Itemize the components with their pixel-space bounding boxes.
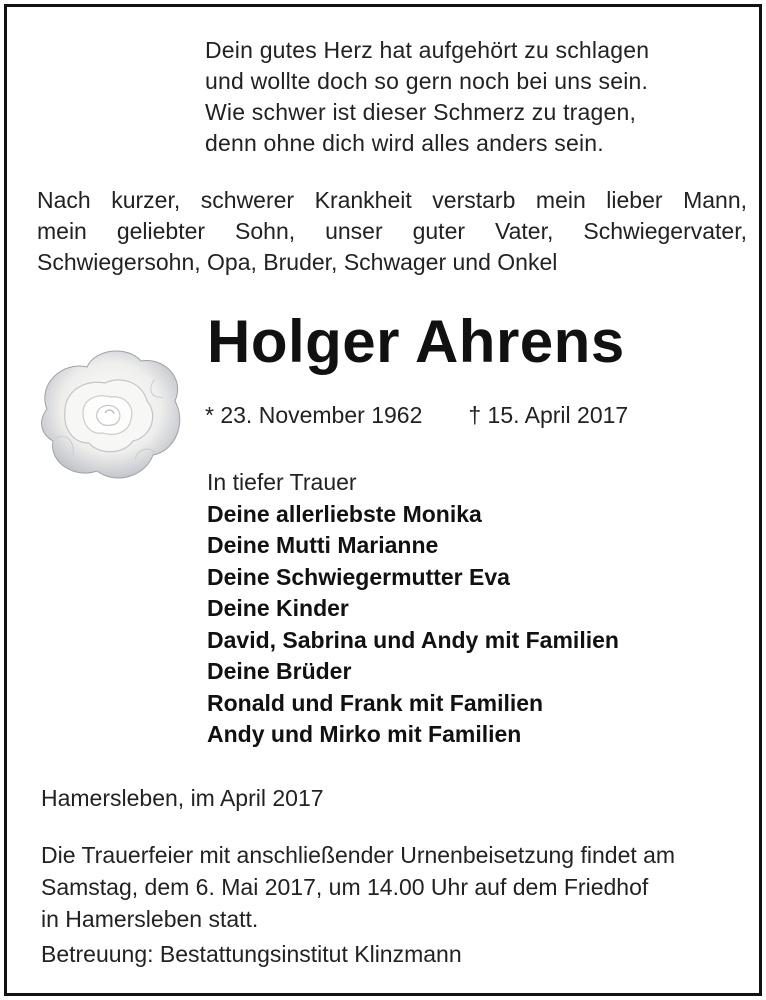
- funeral-home: Betreuung: Bestattungsinstitut Klinzmann: [41, 941, 462, 967]
- deceased-name: Holger Ahrens: [207, 308, 625, 375]
- mourner-name: Ronald und Frank mit Familien: [207, 689, 544, 716]
- mourner-name: Deine Kinder: [207, 595, 349, 621]
- poem-line: Wie schwer ist dieser Schmerz zu tragen,: [205, 99, 637, 125]
- life-dates: [205, 402, 628, 429]
- obituary-frame: [4, 4, 762, 996]
- mourners-list: [207, 467, 619, 751]
- ceremony-line: Die Trauerfeier mit anschließender Urnenbeisetzung findet am: [41, 842, 676, 868]
- birth-date: * 23. November 1962: [205, 402, 423, 428]
- white-rose-icon: [35, 339, 187, 487]
- announcement-line: Schwiegersohn, Opa, Bruder, Schwager und Onkel: [37, 249, 558, 275]
- mourner-name: Deine allerliebste Monika: [207, 500, 482, 527]
- ceremony-details: [41, 839, 725, 935]
- place-and-date: Hamersleben, im April 2017: [41, 785, 324, 811]
- poem-line: Dein gutes Herz hat aufgehört zu schlagen: [205, 37, 650, 63]
- mourner-name: Deine Brüder: [207, 658, 352, 684]
- announcement-line: mein geliebter Sohn, unser guter Vater, Schwiegervater,: [37, 218, 747, 244]
- mourner-name: David, Sabrina und Andy mit Familien: [207, 626, 619, 653]
- poem-line: und wollte doch so gern noch bei uns sein.: [205, 68, 649, 94]
- mourner-name: Andy und Mirko mit Familien: [207, 721, 522, 747]
- ceremony-line: Samstag, dem 6. Mai 2017, um 14.00 Uhr auf dem Friedhof: [41, 874, 649, 900]
- death-date: † 15. April 2017: [468, 402, 629, 428]
- poem-line: denn ohne dich wird alles anders sein.: [205, 130, 604, 156]
- poem: [205, 35, 649, 159]
- ceremony-line: in Hamersleben statt.: [41, 906, 259, 932]
- mourning-heading: In tiefer Trauer: [207, 469, 357, 495]
- announcement-line: Nach kurzer, schwerer Krankheit verstarb mein lieber Mann,: [37, 187, 747, 213]
- announcement-text: [37, 185, 747, 278]
- mourner-name: Deine Schwiegermutter Eva: [207, 563, 510, 590]
- mourner-name: Deine Mutti Marianne: [207, 532, 439, 558]
